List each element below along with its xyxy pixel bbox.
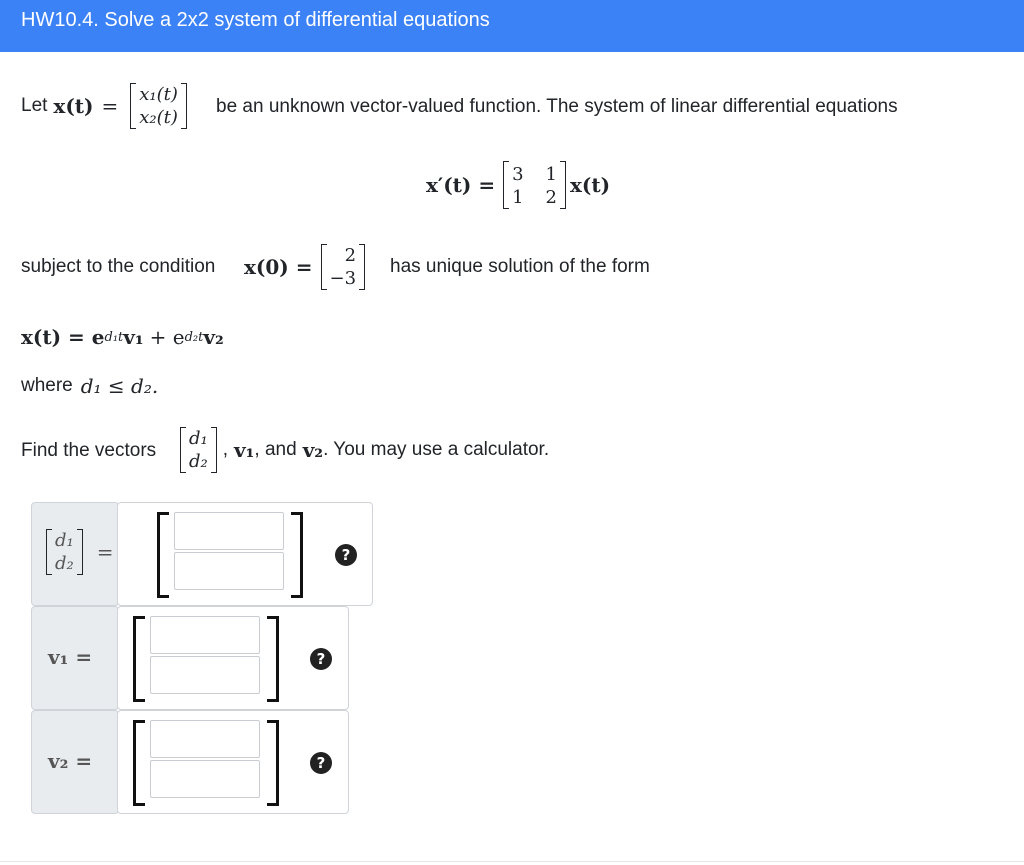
- answer-v1-label: v₁ =: [48, 645, 93, 669]
- find-tail: . You may use a calculator.: [323, 439, 550, 460]
- answer-d1-input[interactable]: [174, 512, 284, 550]
- solution-exp-2: d₂t: [184, 329, 204, 345]
- x-vector-entry-1: x₁(t): [139, 84, 178, 105]
- answer-d2-label: d₂: [55, 553, 74, 574]
- where-condition: [21, 372, 158, 400]
- answer-v2-bracket-right: [267, 720, 279, 806]
- help-icon[interactable]: ?: [310, 648, 332, 670]
- solution-lhs: x(t) = e: [21, 325, 105, 349]
- answer-v1-input-1[interactable]: [150, 616, 260, 654]
- let-label: Let: [21, 95, 48, 116]
- find-d-vector: [180, 427, 217, 473]
- unique-text: has unique solution of the form: [390, 256, 650, 277]
- where-math: d₁ ≤ d₂.: [80, 374, 159, 398]
- x-vector-entry-2: x₂(t): [139, 107, 178, 128]
- find-text: Find the vectors: [21, 440, 157, 461]
- matrix-a22: 2: [545, 187, 557, 208]
- matrix-a21: 1: [512, 187, 524, 208]
- answer-d-vector: [46, 529, 83, 575]
- matrix-a11: 3: [512, 164, 524, 185]
- answer-d-label: [42, 520, 114, 584]
- find-and: , and: [254, 439, 297, 460]
- system-equation: [426, 156, 610, 214]
- solution-v2: v₂: [203, 325, 224, 349]
- answer-v2-input-1[interactable]: [150, 720, 260, 758]
- answer-v2-bracket-left: [133, 720, 145, 806]
- where-label: where: [21, 375, 73, 396]
- answer-d-bracket-left: [157, 512, 169, 598]
- find-line: [176, 420, 549, 480]
- solution-plus: + e: [149, 325, 185, 349]
- x-of-t: x(t): [53, 94, 94, 118]
- solution-exp-1: d₁t: [104, 329, 124, 345]
- initial-entry-2: −3: [329, 268, 357, 289]
- solution-form: [21, 322, 224, 352]
- let-definition: [21, 74, 191, 138]
- initial-condition: [244, 236, 369, 298]
- x0-label: x(0) =: [244, 255, 313, 279]
- answer-v1-bracket-right: [267, 616, 279, 702]
- page-title: HW10.4. Solve a 2x2 system of differential equations: [21, 9, 490, 31]
- answer-v1-bracket-left: [133, 616, 145, 702]
- equals-sign: =: [101, 94, 119, 118]
- intro-text: be an unknown vector-valued function. The system of linear differential equations: [216, 96, 898, 117]
- answer-d-bracket-right: [291, 512, 303, 598]
- answer-d-equals: =: [96, 540, 114, 564]
- help-icon[interactable]: ?: [310, 752, 332, 774]
- find-d1: d₁: [189, 428, 208, 449]
- answer-d2-input[interactable]: [174, 552, 284, 590]
- subject-text: subject to the condition: [21, 256, 216, 277]
- system-rhs: x(t): [570, 173, 611, 197]
- solution-v1: v₁: [123, 325, 144, 349]
- coefficient-matrix: [503, 161, 566, 209]
- find-comma: ,: [222, 439, 229, 460]
- system-lhs: x′(t) =: [426, 173, 496, 197]
- answer-d1-label: d₁: [55, 530, 74, 551]
- x-vector: [130, 83, 187, 129]
- help-icon[interactable]: ?: [335, 544, 357, 566]
- initial-entry-1: 2: [344, 245, 357, 266]
- matrix-a12: 1: [545, 164, 557, 185]
- answer-v2-label: v₂ =: [48, 749, 93, 773]
- find-d2: d₂: [189, 451, 208, 472]
- answer-v2-input-2[interactable]: [150, 760, 260, 798]
- answer-v1-input-2[interactable]: [150, 656, 260, 694]
- page-header: [0, 0, 1024, 52]
- footer-divider: [0, 861, 1024, 862]
- initial-vector: [321, 244, 366, 290]
- find-v2: v₂: [302, 438, 324, 462]
- find-v1: v₁: [234, 438, 255, 462]
